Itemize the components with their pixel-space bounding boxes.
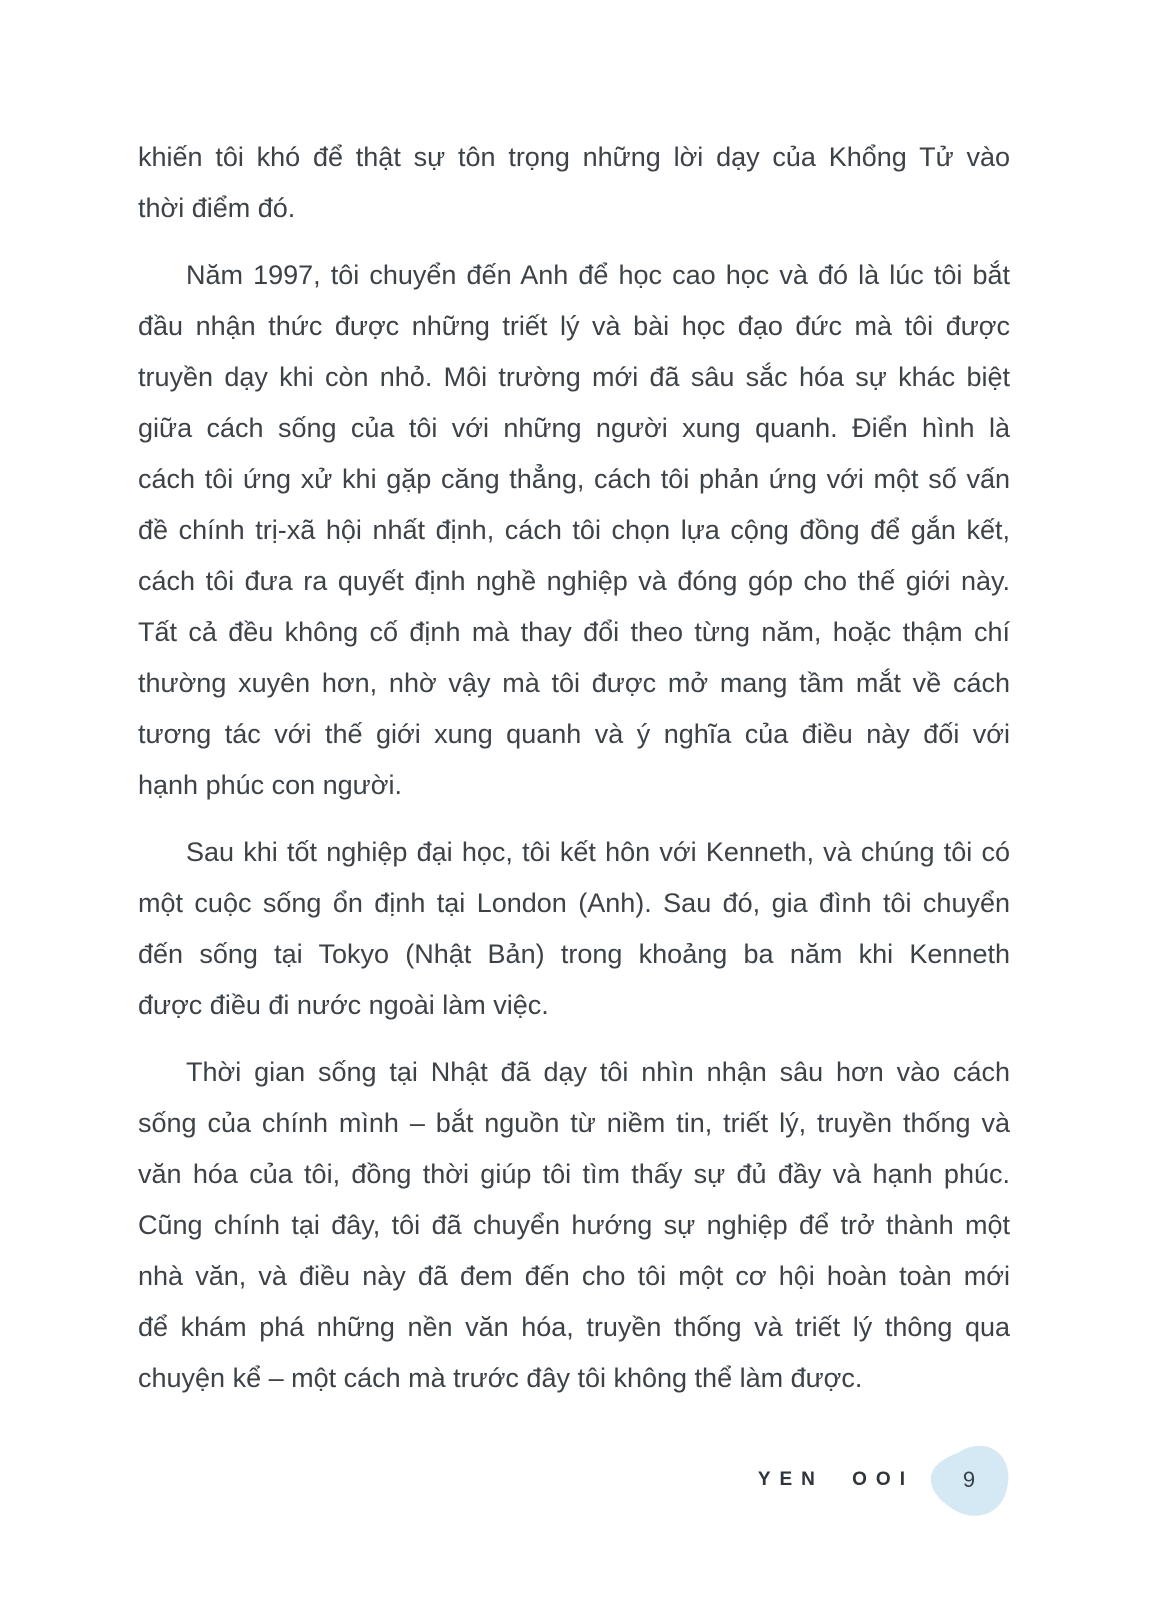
text-line: một cuộc sống ổn định tại London (Anh). Sau đó, gia đình tôi chuyển: [138, 888, 1010, 918]
paragraph: [138, 250, 1010, 811]
text-line: chuyện kể – một cách mà trước đây tôi không thể làm được.: [138, 1363, 863, 1393]
text-line: sống của chính mình – bắt nguồn từ niềm tin, triết lý, truyền thống và: [138, 1108, 1010, 1138]
paragraph: [138, 132, 1010, 234]
text-line: cách tôi đưa ra quyết định nghề nghiệp và đóng góp cho thế giới này.: [138, 566, 1010, 596]
text-line: giữa cách sống của tôi với những người xung quanh. Điển hình là: [138, 413, 1010, 443]
text-line: để khám phá những nền văn hóa, truyền thống và triết lý thông qua: [138, 1312, 1010, 1342]
paragraph: [138, 827, 1010, 1031]
text-line: thường xuyên hơn, nhờ vậy mà tôi được mở mang tầm mắt về cách: [138, 668, 1010, 698]
text-line: truyền dạy khi còn nhỏ. Môi trường mới đã sâu sắc hóa sự khác biệt: [138, 362, 1010, 392]
page-number-blob: [928, 1443, 1010, 1517]
text-line: tương tác với thế giới xung quanh và ý nghĩa của điều này đối với: [138, 719, 1010, 749]
body-text: [138, 132, 1010, 1404]
text-line: đầu nhận thức được những triết lý và bài học đạo đức mà tôi được: [138, 311, 1010, 341]
text-line: thời điểm đó.: [138, 193, 296, 223]
text-line: được điều đi nước ngoài làm việc.: [138, 990, 549, 1020]
text-line: đến sống tại Tokyo (Nhật Bản) trong khoảng ba năm khi Kenneth: [138, 939, 1010, 969]
text-line: hạnh phúc con người.: [138, 770, 402, 800]
text-line: đề chính trị-xã hội nhất định, cách tôi chọn lựa cộng đồng để gắn kết,: [138, 515, 1010, 545]
paragraph: [138, 1047, 1010, 1404]
text-line: khiến tôi khó để thật sự tôn trọng những lời dạy của Khổng Tử vào: [138, 142, 1010, 172]
author-name: YEN OOI: [757, 1469, 914, 1490]
text-line: Tất cả đều không cố định mà thay đổi theo từng năm, hoặc thậm chí: [138, 617, 1010, 647]
text-line: Thời gian sống tại Nhật đã dạy tôi nhìn nhận sâu hơn vào cách: [186, 1057, 1010, 1087]
text-line: Sau khi tốt nghiệp đại học, tôi kết hôn với Kenneth, và chúng tôi có: [186, 837, 1010, 867]
text-line: cách tôi ứng xử khi gặp căng thẳng, cách tôi phản ứng với một số vấn: [138, 464, 1010, 494]
text-line: Năm 1997, tôi chuyển đến Anh để học cao học và đó là lúc tôi bắt: [186, 260, 1010, 290]
page-number: 9: [962, 1467, 976, 1492]
text-line: Cũng chính tại đây, tôi đã chuyển hướng sự nghiệp để trở thành một: [138, 1210, 1010, 1240]
text-line: văn hóa của tôi, đồng thời giúp tôi tìm thấy sự đủ đầy và hạnh phúc.: [138, 1159, 1010, 1189]
page-footer: [138, 1443, 1010, 1517]
text-line: nhà văn, và điều này đã đem đến cho tôi một cơ hội hoàn toàn mới: [138, 1261, 1010, 1291]
